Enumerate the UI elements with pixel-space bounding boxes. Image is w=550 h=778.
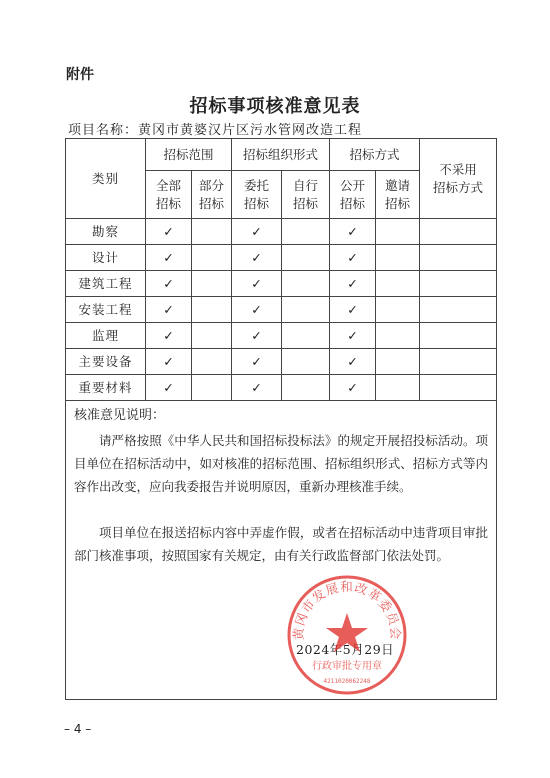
seal-org-name: 黄冈市发展和改革委员会 (290, 579, 404, 641)
approval-date: 2024年5月29日 (296, 642, 395, 657)
scope-full-line1: 全部 (155, 177, 181, 193)
empty-cell (376, 375, 420, 401)
row-label: 安装工程 (66, 297, 146, 323)
check-mark: ✓ (330, 245, 376, 271)
no-tender-header (420, 139, 497, 219)
check-mark: ✓ (146, 349, 192, 375)
check-mark: ✓ (232, 271, 282, 297)
scope-part-header (192, 171, 232, 219)
empty-cell (376, 297, 420, 323)
scope-full-line2: 招标 (155, 195, 181, 211)
check-mark: ✓ (330, 297, 376, 323)
row-label: 监理 (66, 323, 146, 349)
method-open-line1: 公开 (340, 177, 366, 193)
method-open-line2: 招标 (340, 195, 366, 211)
org-form-header: 招标组织形式 (232, 139, 330, 171)
check-mark: ✓ (232, 349, 282, 375)
method-invite-header (376, 171, 420, 219)
opinion-cell (66, 401, 497, 700)
opinion-row (66, 401, 497, 700)
org-self-line1: 自行 (293, 177, 319, 193)
row-label: 设计 (66, 245, 146, 271)
empty-cell (192, 297, 232, 323)
table-header-row (66, 139, 497, 171)
scope-full-header (146, 171, 192, 219)
check-mark: ✓ (146, 271, 192, 297)
scope-part-line1: 部分 (199, 177, 225, 193)
table-row (66, 219, 497, 245)
table-row (66, 245, 497, 271)
empty-cell (192, 219, 232, 245)
empty-cell (192, 245, 232, 271)
table-row (66, 323, 497, 349)
check-mark: ✓ (232, 245, 282, 271)
empty-cell (376, 349, 420, 375)
org-self-line2: 招标 (293, 195, 319, 211)
empty-cell (376, 271, 420, 297)
no-tender-line1: 不采用 (439, 161, 477, 177)
check-mark: ✓ (146, 297, 192, 323)
check-mark: ✓ (330, 349, 376, 375)
seal-subtext: 行政审批专用章 (312, 661, 382, 672)
empty-cell (420, 349, 497, 375)
check-mark: ✓ (232, 297, 282, 323)
check-mark: ✓ (146, 219, 192, 245)
no-tender-line2: 招标方式 (433, 179, 484, 195)
scope-header: 招标范围 (146, 139, 232, 171)
table-row (66, 375, 497, 401)
table-row (66, 349, 497, 375)
empty-cell (282, 349, 330, 375)
empty-cell (282, 323, 330, 349)
check-mark: ✓ (146, 375, 192, 401)
empty-cell (420, 245, 497, 271)
check-mark: ✓ (232, 323, 282, 349)
attachment-label: 附件 (66, 67, 94, 83)
row-label: 主要设备 (66, 349, 146, 375)
empty-cell (420, 219, 497, 245)
row-label: 重要材料 (66, 375, 146, 401)
tender-approval-table (65, 138, 497, 700)
method-header: 招标方式 (330, 139, 420, 171)
empty-cell (282, 219, 330, 245)
project-name: 项目名称：黄冈市黄婆汉片区污水管网改造工程 (68, 123, 363, 138)
empty-cell (420, 271, 497, 297)
star-icon (326, 613, 368, 652)
check-mark: ✓ (330, 219, 376, 245)
empty-cell (192, 323, 232, 349)
row-label: 勘察 (66, 219, 146, 245)
empty-cell (420, 297, 497, 323)
empty-cell (192, 375, 232, 401)
empty-cell (282, 297, 330, 323)
empty-cell (376, 219, 420, 245)
opinion-paragraph-2: 项目单位在报送招标内容中弄虚作假，或者在招标活动中违背项目审批部门核准事项，按照国家有关规定，由有关行政监督部门依法处罚。 (74, 525, 489, 563)
check-mark: ✓ (146, 323, 192, 349)
check-mark: ✓ (232, 375, 282, 401)
empty-cell (376, 323, 420, 349)
method-invite-line1: 邀请 (385, 177, 411, 193)
org-entrust-line2: 招标 (244, 195, 270, 211)
empty-cell (376, 245, 420, 271)
document-title: 招标事项核准意见表 (189, 96, 361, 117)
opinion-heading: 核准意见说明： (74, 408, 166, 423)
category-header: 类别 (66, 139, 146, 219)
method-open-header (330, 171, 376, 219)
table-row (66, 297, 497, 323)
page-number: – 4 – (64, 722, 92, 736)
empty-cell (420, 323, 497, 349)
org-self-header (282, 171, 330, 219)
check-mark: ✓ (330, 323, 376, 349)
check-mark: ✓ (232, 219, 282, 245)
empty-cell (420, 375, 497, 401)
check-mark: ✓ (330, 271, 376, 297)
empty-cell (282, 375, 330, 401)
check-mark: ✓ (330, 375, 376, 401)
empty-cell (282, 245, 330, 271)
org-entrust-header (232, 171, 282, 219)
org-entrust-line1: 委托 (244, 177, 270, 193)
scope-part-line2: 招标 (199, 195, 225, 211)
row-label: 建筑工程 (66, 271, 146, 297)
empty-cell (282, 271, 330, 297)
empty-cell (192, 349, 232, 375)
table-row (66, 271, 497, 297)
check-mark: ✓ (146, 245, 192, 271)
official-seal (285, 573, 409, 697)
method-invite-line2: 招标 (385, 195, 411, 211)
seal-number: 4211020062248 (323, 678, 371, 685)
empty-cell (192, 271, 232, 297)
opinion-paragraph-1: 请严格按照《中华人民共和国招标投标法》的规定开展招投标活动。项目单位在招标活动中，如对核准的招标范围、招标组织形式、招标方式等内容作出改变，应向我委报告并说明原因，重新办理核准手续。 (74, 433, 489, 494)
